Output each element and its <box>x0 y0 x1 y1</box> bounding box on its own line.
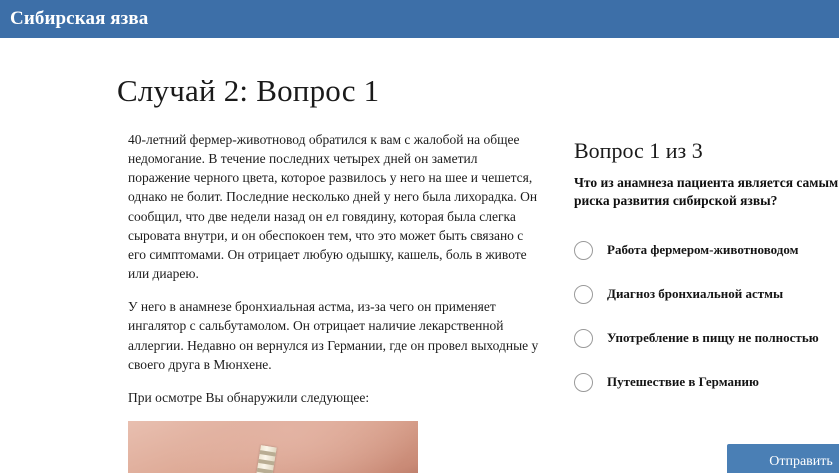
question-progress: Вопрос 1 из 3 <box>574 138 703 163</box>
radio-icon[interactable] <box>574 285 593 304</box>
case-vignette <box>128 130 540 473</box>
page-title: Случай 2: Вопрос 1 <box>117 72 380 108</box>
vignette-paragraph-2: У него в анамнезе бронхиальная астма, из-за чего он применяет ингалятор с сальбутамолом. Он отрицает наличие лекарственной аллергии. Недавно он вернулся из Германии, где он провел выходные у своего друга в Мюнхене. <box>128 299 539 372</box>
answer-option-1[interactable] <box>574 228 839 272</box>
clinical-photo <box>128 421 418 473</box>
submit-button[interactable]: Отправить <box>727 444 839 473</box>
answer-option-label: Работа фермером-животноводом <box>607 242 799 258</box>
answer-options <box>574 228 839 404</box>
app-title: Сибирская язва <box>10 8 149 29</box>
answer-option-3[interactable] <box>574 316 839 360</box>
answer-option-label: Путешествие в Германию <box>607 374 759 390</box>
vignette-paragraph-3: При осмотре Вы обнаружили следующее: <box>128 389 370 405</box>
answer-option-label: Диагноз бронхиальной астмы <box>607 286 784 302</box>
question-prompt: Что из анамнеза пациента является самым риска развития сибирской язвы? <box>574 175 839 209</box>
answer-option-4[interactable] <box>574 360 839 404</box>
radio-icon[interactable] <box>574 241 593 260</box>
radio-icon[interactable] <box>574 329 593 348</box>
answer-option-2[interactable] <box>574 272 839 316</box>
radio-icon[interactable] <box>574 373 593 392</box>
question-panel <box>574 138 839 404</box>
answer-option-label: Употребление в пищу не полностью <box>607 330 819 346</box>
top-bar <box>0 0 839 38</box>
vignette-paragraph-1: 40-летний фермер-животновод обратился к вам с жалобой на общее недомогание. В течение последних четырех дней он заметил поражение черного цвета, которое развилось у него на шее и чешется, однако не болит. Последние несколько дней у него была лихорадка. Он сообщил, что две недели назад он ел говядину, которая была слегка сыровата внутри, и он обеспокоен тем, что это может быть связано с его симптомами. Он отрицает любую одышку, кашель, боль в животе или диарею. <box>128 132 538 282</box>
